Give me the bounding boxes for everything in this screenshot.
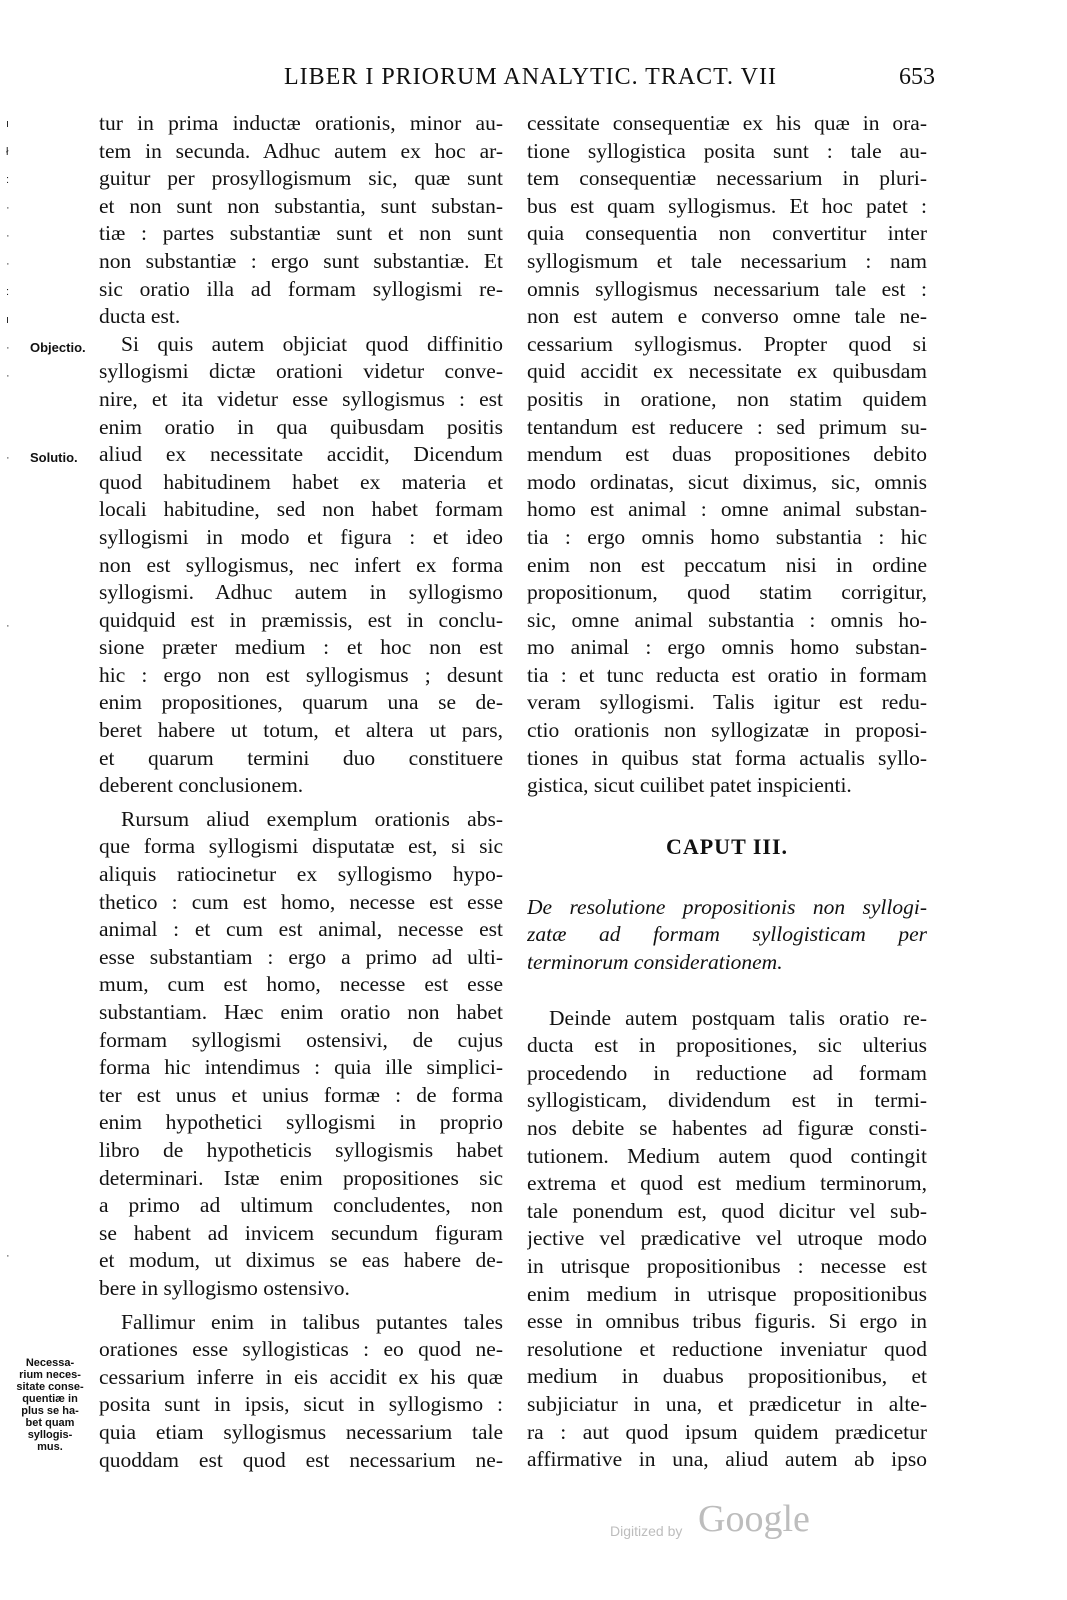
text-line: guitur per prosyllogismum sic, quæ sunt xyxy=(99,166,503,191)
text-line: ducta est in propositiones, sic ulterius xyxy=(527,1033,927,1058)
margin-mark: · xyxy=(6,258,10,270)
text-line: ra : aut quod ipsum quidem prædicetur xyxy=(527,1419,927,1444)
paragraph xyxy=(99,331,503,800)
section-gap xyxy=(527,800,927,832)
margin-note-line: plus se ha- xyxy=(21,1405,79,1417)
text-line: tem in secunda. Adhuc autem ex hoc ar- xyxy=(99,138,503,163)
text-line: enim hypothetici syllogismi in proprio xyxy=(99,1110,503,1135)
text-line: syllogismi dictæ orationi videtur conve- xyxy=(99,359,503,384)
text-line: a primo ad ultimum concludentes, non xyxy=(99,1193,503,1218)
text-line: tale ponendum est, quod dicitur vel sub- xyxy=(527,1198,927,1223)
text-line: ter est unus et unius formæ : de forma xyxy=(99,1082,503,1107)
text-line: omnis syllogismus necessarium tale est : xyxy=(527,276,927,301)
text-line: determinari. Istæ enim propositiones sic xyxy=(99,1165,503,1190)
text-line: tia : ergo omnis homo substantia : hic xyxy=(527,524,927,549)
text-line: quid accidit ex necessitate ex quibusdam xyxy=(527,359,927,384)
margin-note-line: rium neces- xyxy=(19,1369,81,1381)
text-line: se habent ad invicem secundum figuram xyxy=(99,1220,503,1245)
chapter-subtitle xyxy=(527,894,927,977)
text-line: affirmative in una, aliud autem ab ipso xyxy=(527,1447,927,1472)
text-line: veram syllogismi. Talis igitur est redu- xyxy=(527,690,927,715)
margin-mark: · xyxy=(6,452,10,464)
text-line: libro de hypotheticis syllogismis habet xyxy=(99,1137,503,1162)
header-title: LIBER I PRIORUM ANALYTIC. TRACT. VII xyxy=(284,64,777,90)
margin-mark: · xyxy=(6,230,10,242)
text-line: enim oratio in qua quibusdam positis xyxy=(99,414,503,439)
text-line: formam syllogismi ostensivi, de cujus xyxy=(99,1027,503,1052)
text-line: et non sunt non substantia, sunt substan- xyxy=(99,193,503,218)
digitized-by-label: Digitized by xyxy=(610,1523,683,1539)
margin-note-line: mus. xyxy=(37,1441,63,1453)
section-gap xyxy=(527,977,927,1005)
subtitle-line: terminorum considerationem. xyxy=(527,950,783,975)
text-line: Fallimur enim in talibus putantes tales xyxy=(121,1309,503,1334)
text-line: syllogismi. Adhuc autem in syllogismo xyxy=(99,580,503,605)
margin-mark: · xyxy=(6,370,10,382)
text-line: esse substantiam : ergo a primo ad ulti- xyxy=(99,944,503,969)
subtitle-line: zatæ ad formam syllogisticam per xyxy=(527,922,927,947)
text-line: deberent conclusionem. xyxy=(99,773,304,798)
text-line: cessitate consequentiæ ex his quæ in ora- xyxy=(527,111,927,135)
paragraph xyxy=(527,1005,927,1474)
text-line: in utrisque propositionibus : necesse est xyxy=(527,1253,927,1278)
digitization-watermark xyxy=(610,1497,825,1547)
text-line: nos debite se habentes ad figuræ consti- xyxy=(527,1116,927,1140)
margin-note-line: bet quam xyxy=(25,1417,75,1429)
text-line: resolutione et reductione inveniatur quod xyxy=(527,1336,927,1361)
text-line: procedendo in reductione ad formam xyxy=(527,1060,927,1085)
text-line: sione præter medium : et hoc non est xyxy=(99,635,503,660)
margin-note-line: sitate conse- xyxy=(16,1381,84,1393)
text-line: sic oratio illa ad formam syllogismi re- xyxy=(99,276,503,301)
text-line: mendum est duas propositiones debito xyxy=(527,442,927,467)
text-line: jective vel prædicative vel utroque modo xyxy=(527,1226,927,1251)
margin-note-necessarium xyxy=(10,1357,90,1453)
text-line: positis in oratione, non statim quidem xyxy=(527,386,927,411)
text-line: quia consequentia non convertitur inter xyxy=(527,221,927,246)
text-line: medium in duabus propositionibus, et xyxy=(527,1364,927,1389)
right-column xyxy=(527,110,927,1474)
page-number: 653 xyxy=(899,64,935,90)
text-line: syllogisticam, dividendum est in termi- xyxy=(527,1088,927,1113)
text-line: gistica, sicut cuilibet patet inspicienti. xyxy=(527,773,852,798)
text-line: Deinde autem postquam talis oratio re- xyxy=(549,1005,927,1030)
text-line: aliquis ratiocinetur ex syllogismo hypo- xyxy=(99,862,503,887)
margin-mark: ı xyxy=(6,314,10,326)
chapter-heading: CAPUT III. xyxy=(665,833,789,859)
text-line: tiæ : partes substantiæ sunt et non sunt xyxy=(99,221,503,246)
paragraph xyxy=(99,806,503,1303)
text-line: substantiam. Hæc enim oratio non habet xyxy=(99,1000,503,1024)
paragraph xyxy=(99,110,503,331)
paragraph xyxy=(99,1309,503,1475)
margin-note-objectio: Objectio. xyxy=(30,340,86,355)
left-column xyxy=(99,110,503,1474)
margin-mark: · xyxy=(6,620,10,632)
text-line: propositionum, quod statim corrigitur, xyxy=(527,580,927,605)
text-line: quia etiam syllogismus necessarium tale xyxy=(99,1419,503,1444)
text-line: nire, et ita videtur esse syllogismus : est xyxy=(99,386,503,411)
text-line: beret habere ut totum, et altera ut pars, xyxy=(99,718,503,743)
text-line: extrema et quod est medium terminorum, xyxy=(527,1171,927,1196)
section-gap xyxy=(527,862,927,894)
google-logo-text: Google xyxy=(698,1498,810,1540)
subtitle-line: De resolutione propositionis non syllogi- xyxy=(527,894,927,919)
text-line: et modum, ut diximus se eas habere de- xyxy=(99,1248,503,1273)
text-line: cessarium inferre in eis accidit ex his quæ xyxy=(99,1364,503,1389)
text-line: non substantiæ : ergo sunt substantiæ. Et xyxy=(99,248,503,273)
text-line: homo est animal : omne animal substan- xyxy=(527,497,927,522)
text-line: hic : ergo non est syllogismus ; desunt xyxy=(99,662,503,687)
text-line: tione syllogistica posita sunt : tale au- xyxy=(527,138,927,163)
text-line: quoddam est quod est necessarium ne- xyxy=(99,1447,503,1472)
text-line: enim propositiones, quarum una se de- xyxy=(99,690,503,715)
paragraph xyxy=(527,110,927,800)
text-line: animal : et cum est animal, necesse est xyxy=(99,917,503,942)
text-line: mo animal : ergo omnis homo substan- xyxy=(527,635,927,660)
text-line: tutionem. Medium autem quod contingit xyxy=(527,1143,927,1168)
text-line: tur in prima inductæ orationis, minor au- xyxy=(99,111,503,135)
text-line: esse in omnibus tribus figuris. Si ergo in xyxy=(527,1309,927,1334)
text-line: non est syllogismus, nec infert ex forma xyxy=(99,552,503,577)
text-line: Si quis autem objiciat quod diffinitio xyxy=(121,331,503,356)
text-line: tem consequentiæ necessarium in pluri- xyxy=(527,166,927,191)
margin-note-line: Necessa- xyxy=(25,1357,75,1369)
text-line: orationes esse syllogisticas : eo quod ne- xyxy=(99,1337,503,1362)
text-line: enim non est peccatum nisi in ordine xyxy=(527,552,927,577)
text-line: tiones in quibus stat forma actualis syllo- xyxy=(527,745,927,770)
text-line: ducta est. xyxy=(99,304,181,329)
margin-mark: · xyxy=(6,1250,10,1262)
text-line: cessarium syllogismus. Propter quod si xyxy=(527,331,927,356)
margin-note-line: syllogis- xyxy=(27,1429,73,1441)
text-line: forma hic intendimus : quia ille simplici- xyxy=(99,1055,503,1080)
margin-mark: : xyxy=(6,174,10,186)
text-line: que forma syllogismi disputatæ est, si sic xyxy=(99,834,503,859)
text-line: quidquid est in præmissis, est in conclu- xyxy=(99,607,503,632)
margin-mark: · xyxy=(6,202,10,214)
text-line: quod habitudinem habet ex materia et xyxy=(99,469,503,494)
text-line: et quarum termini duo constituere xyxy=(99,745,503,770)
margin-mark: ł xyxy=(6,146,9,158)
text-line: thetico : cum est homo, necesse est esse xyxy=(99,889,503,914)
margin-mark: · xyxy=(6,342,10,354)
margin-mark: ı xyxy=(6,118,10,130)
text-line: bere in syllogismo ostensivo. xyxy=(99,1275,350,1300)
text-line: mum, cum est homo, necesse est esse xyxy=(99,972,503,997)
running-header xyxy=(270,64,935,98)
text-line: aliud ex necessitate accidit, Dicendum xyxy=(99,442,503,467)
text-line: modo ordinatas, sicut diximus, sic, omnis xyxy=(527,469,927,494)
text-line: tia : et tunc reducta est oratio in formam xyxy=(527,662,927,687)
text-line: tentandum est reducere : sed primum su- xyxy=(527,414,927,439)
text-line: sic, omne animal substantia : omnis ho- xyxy=(527,607,927,632)
text-line: posita sunt in ipsis, sicut in syllogismo : xyxy=(99,1392,503,1417)
text-line: bus est quam syllogismus. Et hoc patet : xyxy=(527,193,927,218)
text-line: syllogismi in modo et figura : et ideo xyxy=(99,524,503,549)
text-line: non est autem e converso omne tale ne- xyxy=(527,304,927,329)
margin-mark: : xyxy=(6,286,10,298)
text-line: locali habitudine, sed non habet formam xyxy=(99,497,503,522)
text-line: syllogismum et tale necessarium : nam xyxy=(527,248,927,273)
margin-note-line: quentiæ in xyxy=(22,1393,78,1405)
text-line: ctio orationis non syllogizatæ in proposi- xyxy=(527,718,927,743)
margin-note-solutio: Solutio. xyxy=(30,450,78,465)
text-line: Rursum aliud exemplum orationis abs- xyxy=(121,806,503,831)
text-line: subjiciatur in una, et prædicetur in alte- xyxy=(527,1391,927,1416)
text-line: enim medium in utrisque propositionibus xyxy=(527,1281,927,1306)
